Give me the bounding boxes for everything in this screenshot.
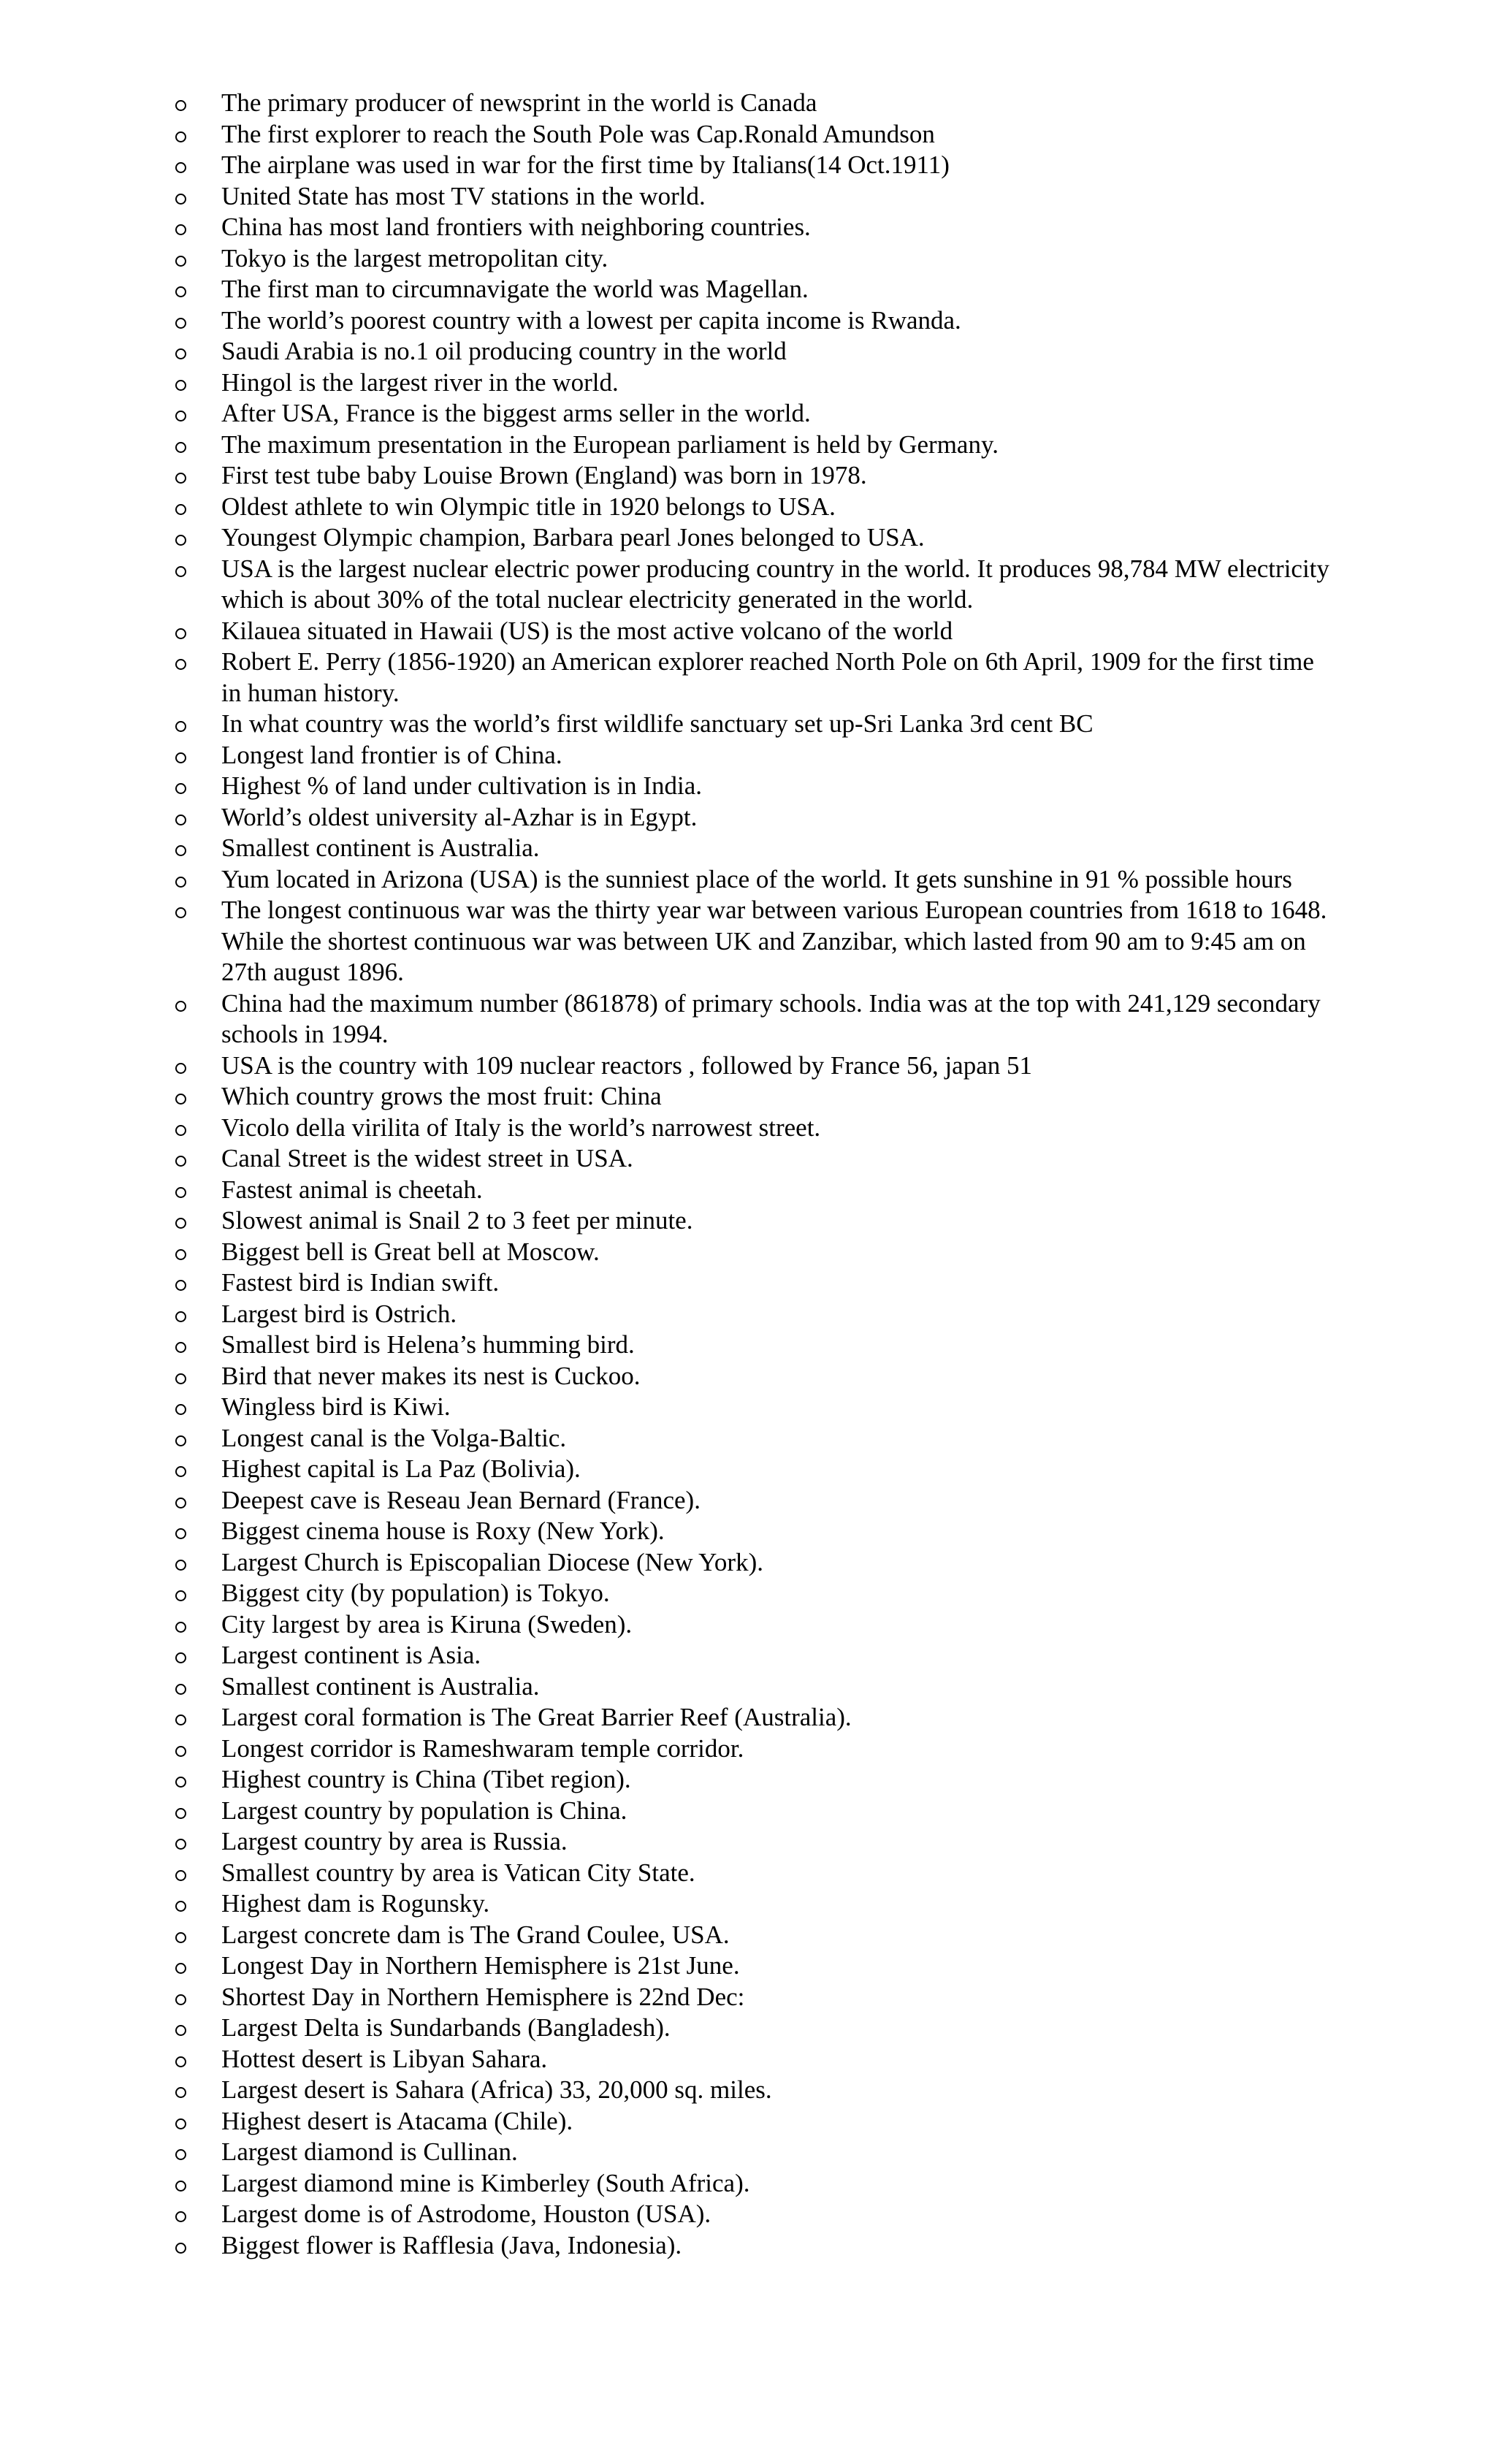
- list-item: [174, 2106, 1335, 2137]
- hollow-circle-bullet-icon: [175, 1746, 186, 1757]
- hollow-circle-bullet-icon: [175, 2118, 186, 2129]
- fact-list: [174, 88, 1335, 2261]
- hollow-circle-bullet-icon: [175, 1435, 186, 1446]
- hollow-circle-bullet-icon: [175, 721, 186, 732]
- list-item: [174, 181, 1335, 213]
- list-item-text: World’s oldest university al-Azhar is in Egypt.: [221, 802, 698, 831]
- hollow-circle-bullet-icon: [175, 1280, 186, 1291]
- hollow-circle-bullet-icon: [175, 1125, 186, 1136]
- list-item-text: In what country was the world’s first wildlife sanctuary set up-Sri Lanka 3rd cent BC: [221, 709, 1094, 738]
- list-item: [174, 88, 1335, 119]
- hollow-circle-bullet-icon: [175, 318, 186, 329]
- list-item: [174, 1050, 1335, 1082]
- hollow-circle-bullet-icon: [175, 1777, 186, 1788]
- list-item: [174, 1920, 1335, 1951]
- list-item: [174, 895, 1335, 988]
- list-item-text: Highest desert is Atacama (Chile).: [221, 2106, 573, 2135]
- hollow-circle-bullet-icon: [175, 2211, 186, 2222]
- hollow-circle-bullet-icon: [175, 194, 186, 205]
- list-item: [174, 709, 1335, 740]
- hollow-circle-bullet-icon: [175, 1156, 186, 1167]
- hollow-circle-bullet-icon: [175, 1870, 186, 1881]
- list-item: [174, 2013, 1335, 2044]
- list-item-text: Biggest bell is Great bell at Moscow.: [221, 1237, 600, 1266]
- list-item: [174, 740, 1335, 771]
- list-item-text: Shortest Day in Northern Hemisphere is 22nd Dec:: [221, 1982, 745, 2011]
- list-item-text: Highest dam is Rogunsky.: [221, 1889, 490, 1918]
- hollow-circle-bullet-icon: [175, 566, 186, 577]
- hollow-circle-bullet-icon: [175, 845, 186, 856]
- list-item-text: Highest % of land under cultivation is in India.: [221, 771, 703, 800]
- hollow-circle-bullet-icon: [175, 131, 186, 142]
- list-item: [174, 430, 1335, 461]
- hollow-circle-bullet-icon: [175, 783, 186, 794]
- hollow-circle-bullet-icon: [175, 162, 186, 173]
- list-item: [174, 522, 1335, 554]
- list-item: [174, 1205, 1335, 1237]
- hollow-circle-bullet-icon: [175, 1063, 186, 1074]
- list-item-text: Hingol is the largest river in the world.: [221, 367, 619, 397]
- list-item: [174, 1299, 1335, 1330]
- list-item-text: Vicolo della virilita of Italy is the world’s narrowest street.: [221, 1113, 821, 1142]
- hollow-circle-bullet-icon: [175, 1498, 186, 1508]
- hollow-circle-bullet-icon: [175, 1684, 186, 1695]
- hollow-circle-bullet-icon: [175, 2149, 186, 2160]
- hollow-circle-bullet-icon: [175, 2243, 186, 2254]
- hollow-circle-bullet-icon: [175, 1560, 186, 1571]
- list-item: [174, 1237, 1335, 1268]
- list-item-text: Biggest flower is Rafflesia (Java, Indonesia).: [221, 2230, 682, 2259]
- list-item-text: Largest bird is Ostrich.: [221, 1299, 457, 1328]
- list-item: [174, 1858, 1335, 1889]
- list-item: [174, 1671, 1335, 1703]
- list-item-text: Longest canal is the Volga-Baltic.: [221, 1423, 567, 1452]
- list-item-text: Largest diamond mine is Kimberley (South Africa).: [221, 2168, 750, 2197]
- hollow-circle-bullet-icon: [175, 877, 186, 888]
- list-item-text: The primary producer of newsprint in the world is Canada: [221, 88, 817, 117]
- list-item-text: Highest capital is La Paz (Bolivia).: [221, 1454, 581, 1483]
- list-item: [174, 988, 1335, 1050]
- list-item-text: United State has most TV stations in the world.: [221, 181, 706, 210]
- list-item-text: Smallest continent is Australia.: [221, 834, 540, 862]
- list-item-text: Largest country by population is China.: [221, 1796, 627, 1825]
- hollow-circle-bullet-icon: [175, 1590, 186, 1601]
- hollow-circle-bullet-icon: [175, 1994, 186, 2005]
- list-item: [174, 2075, 1335, 2106]
- list-item-text: Largest Delta is Sundarbands (Bangladesh).: [221, 2013, 671, 2042]
- list-item-text: Oldest athlete to win Olympic title in 1920 belongs to USA.: [221, 492, 836, 521]
- list-item-text: City largest by area is Kiruna (Sweden).: [221, 1609, 633, 1639]
- list-item-text: Saudi Arabia is no.1 oil producing country in the world: [221, 337, 787, 365]
- hollow-circle-bullet-icon: [175, 473, 186, 484]
- list-item: [174, 1702, 1335, 1733]
- list-item: [174, 243, 1335, 275]
- hollow-circle-bullet-icon: [175, 1001, 186, 1012]
- list-item: [174, 274, 1335, 305]
- hollow-circle-bullet-icon: [175, 1652, 186, 1663]
- list-item: [174, 802, 1335, 834]
- list-item-text: The maximum presentation in the European parliament is held by Germany.: [221, 430, 999, 459]
- list-item: [174, 1423, 1335, 1454]
- hollow-circle-bullet-icon: [175, 1466, 186, 1477]
- list-item-text: Kilauea situated in Hawaii (US) is the most active volcano of the world: [221, 616, 953, 645]
- list-item-text: Fastest animal is cheetah.: [221, 1175, 483, 1204]
- list-item: [174, 367, 1335, 399]
- list-item-text: Youngest Olympic champion, Barbara pearl Jones belonged to USA.: [221, 523, 925, 552]
- list-item: [174, 1609, 1335, 1641]
- list-item: [174, 1578, 1335, 1609]
- list-item-text: Largest diamond is Cullinan.: [221, 2137, 518, 2166]
- list-item: [174, 1516, 1335, 1547]
- list-item: [174, 1081, 1335, 1113]
- hollow-circle-bullet-icon: [175, 256, 186, 267]
- list-item-text: China has most land frontiers with neighboring countries.: [221, 213, 811, 241]
- hollow-circle-bullet-icon: [175, 442, 186, 453]
- hollow-circle-bullet-icon: [175, 1404, 186, 1415]
- list-item-text: Which country grows the most fruit: China: [221, 1082, 662, 1110]
- list-item: [174, 2230, 1335, 2262]
- list-item: [174, 1764, 1335, 1796]
- list-item: [174, 1330, 1335, 1361]
- list-item-text: Biggest city (by population) is Tokyo.: [221, 1579, 610, 1607]
- hollow-circle-bullet-icon: [175, 535, 186, 546]
- list-item: [174, 1950, 1335, 1982]
- list-item: [174, 833, 1335, 864]
- list-item: [174, 1982, 1335, 2013]
- hollow-circle-bullet-icon: [175, 1094, 186, 1105]
- hollow-circle-bullet-icon: [175, 2087, 186, 2098]
- list-item: [174, 119, 1335, 150]
- list-item: [174, 1392, 1335, 1423]
- hollow-circle-bullet-icon: [175, 1808, 186, 1819]
- hollow-circle-bullet-icon: [175, 224, 186, 235]
- list-item-text: Hottest desert is Libyan Sahara.: [221, 2044, 548, 2073]
- list-item-text: Smallest bird is Helena’s humming bird.: [221, 1330, 635, 1359]
- list-item-text: Largest Church is Episcopalian Diocese (New York).: [221, 1547, 763, 1576]
- hollow-circle-bullet-icon: [175, 628, 186, 639]
- list-item: [174, 1796, 1335, 1827]
- hollow-circle-bullet-icon: [175, 752, 186, 763]
- list-item: [174, 1267, 1335, 1299]
- list-item-text: Tokyo is the largest metropolitan city.: [221, 243, 608, 272]
- list-item: [174, 1826, 1335, 1858]
- list-item: [174, 2137, 1335, 2168]
- hollow-circle-bullet-icon: [175, 2025, 186, 2036]
- list-item-text: Bird that never makes its nest is Cuckoo.: [221, 1361, 641, 1390]
- list-item: [174, 1888, 1335, 1920]
- list-item-text: Largest concrete dam is The Grand Coulee, USA.: [221, 1920, 730, 1949]
- list-item: [174, 1733, 1335, 1765]
- list-item-text: Wingless bird is Kiwi.: [221, 1392, 451, 1421]
- hollow-circle-bullet-icon: [175, 1187, 186, 1198]
- list-item-text: Largest desert is Sahara (Africa) 33, 20,000 sq. miles.: [221, 2075, 772, 2104]
- hollow-circle-bullet-icon: [175, 1218, 186, 1229]
- list-item: [174, 2199, 1335, 2230]
- list-item-text: Highest country is China (Tibet region).: [221, 1765, 631, 1793]
- hollow-circle-bullet-icon: [175, 380, 186, 391]
- list-item-text: After USA, France is the biggest arms seller in the world.: [221, 399, 811, 427]
- hollow-circle-bullet-icon: [175, 1932, 186, 1943]
- list-item: [174, 1454, 1335, 1485]
- list-item-text: Largest coral formation is The Great Barrier Reef (Australia).: [221, 1703, 852, 1731]
- hollow-circle-bullet-icon: [175, 1342, 186, 1353]
- hollow-circle-bullet-icon: [175, 348, 186, 359]
- list-item: [174, 1143, 1335, 1175]
- list-item-text: Longest Day in Northern Hemisphere is 21st June.: [221, 1951, 740, 1980]
- list-item: [174, 460, 1335, 492]
- hollow-circle-bullet-icon: [175, 659, 186, 670]
- list-item-text: Largest dome is of Astrodome, Houston (USA).: [221, 2200, 711, 2228]
- list-item: [174, 1640, 1335, 1671]
- list-item: [174, 1547, 1335, 1579]
- list-item-text: The first explorer to reach the South Pole was Cap.Ronald Amundson: [221, 119, 935, 148]
- hollow-circle-bullet-icon: [175, 815, 186, 825]
- list-item-text: The world’s poorest country with a lowest per capita income is Rwanda.: [221, 305, 961, 335]
- hollow-circle-bullet-icon: [175, 907, 186, 918]
- hollow-circle-bullet-icon: [175, 504, 186, 515]
- list-item: [174, 1175, 1335, 1206]
- list-item: [174, 1361, 1335, 1392]
- list-item: [174, 1485, 1335, 1517]
- hollow-circle-bullet-icon: [175, 2056, 186, 2067]
- list-item-text: Biggest cinema house is Roxy (New York).: [221, 1517, 665, 1545]
- list-item-text: Smallest country by area is Vatican City State.: [221, 1858, 695, 1887]
- hollow-circle-bullet-icon: [175, 1963, 186, 1974]
- hollow-circle-bullet-icon: [175, 1528, 186, 1539]
- list-item: [174, 554, 1335, 616]
- list-item-text: Deepest cave is Reseau Jean Bernard (France).: [221, 1485, 701, 1514]
- list-item: [174, 616, 1335, 647]
- list-item-text: China had the maximum number (861878) of primary schools. India was at the top with 241,129 secondary schools in 1994.: [221, 988, 1321, 1048]
- list-item-text: USA is the largest nuclear electric power producing country in the world. It produces 98,784 MW electricity which is about 30% of the total nuclear electricity generated in the world.: [221, 554, 1329, 614]
- list-item-text: The longest continuous war was the thirty year war between various European countries from 1618 to 1648. While the shortest continuous war was between UK and Zanzibar, which lasted from 90 am to 9:45 am on 27th august 1896.: [221, 896, 1327, 986]
- list-item: [174, 150, 1335, 181]
- list-item: [174, 305, 1335, 337]
- list-item: [174, 646, 1335, 709]
- hollow-circle-bullet-icon: [175, 1901, 186, 1912]
- list-item: [174, 336, 1335, 367]
- list-item: [174, 2168, 1335, 2200]
- hollow-circle-bullet-icon: [175, 1839, 186, 1850]
- list-item: [174, 771, 1335, 802]
- list-item-text: Largest continent is Asia.: [221, 1641, 481, 1669]
- hollow-circle-bullet-icon: [175, 411, 186, 422]
- hollow-circle-bullet-icon: [175, 1373, 186, 1384]
- list-item-text: The airplane was used in war for the first time by Italians(14 Oct.1911): [221, 150, 950, 179]
- list-item: [174, 1113, 1335, 1144]
- hollow-circle-bullet-icon: [175, 286, 186, 297]
- hollow-circle-bullet-icon: [175, 100, 186, 111]
- list-item-text: Yum located in Arizona (USA) is the sunniest place of the world. It gets sunshine in 91 % possible hours: [221, 864, 1292, 893]
- list-item-text: The first man to circumnavigate the world was Magellan.: [221, 275, 809, 303]
- list-item: [174, 2044, 1335, 2075]
- hollow-circle-bullet-icon: [175, 1311, 186, 1322]
- list-item-text: Slowest animal is Snail 2 to 3 feet per minute.: [221, 1206, 693, 1235]
- list-item: [174, 212, 1335, 243]
- list-item-text: Fastest bird is Indian swift.: [221, 1268, 500, 1297]
- list-item-text: USA is the country with 109 nuclear reactors , followed by France 56, japan 51: [221, 1050, 1033, 1080]
- hollow-circle-bullet-icon: [175, 1249, 186, 1260]
- list-item-text: Longest land frontier is of China.: [221, 740, 562, 769]
- list-item: [174, 492, 1335, 523]
- list-item-text: First test tube baby Louise Brown (England) was born in 1978.: [221, 461, 867, 489]
- hollow-circle-bullet-icon: [175, 2181, 186, 2192]
- list-item-text: Robert E. Perry (1856-1920) an American explorer reached North Pole on 6th April, 1909 for the first time in human history.: [221, 647, 1314, 707]
- list-item-text: Smallest continent is Australia.: [221, 1671, 540, 1701]
- list-item: [174, 864, 1335, 896]
- list-item: [174, 398, 1335, 430]
- list-item-text: Largest country by area is Russia.: [221, 1827, 568, 1855]
- hollow-circle-bullet-icon: [175, 1622, 186, 1633]
- hollow-circle-bullet-icon: [175, 1714, 186, 1725]
- list-item-text: Canal Street is the widest street in USA.: [221, 1144, 633, 1172]
- list-item-text: Longest corridor is Rameshwaram temple corridor.: [221, 1733, 744, 1763]
